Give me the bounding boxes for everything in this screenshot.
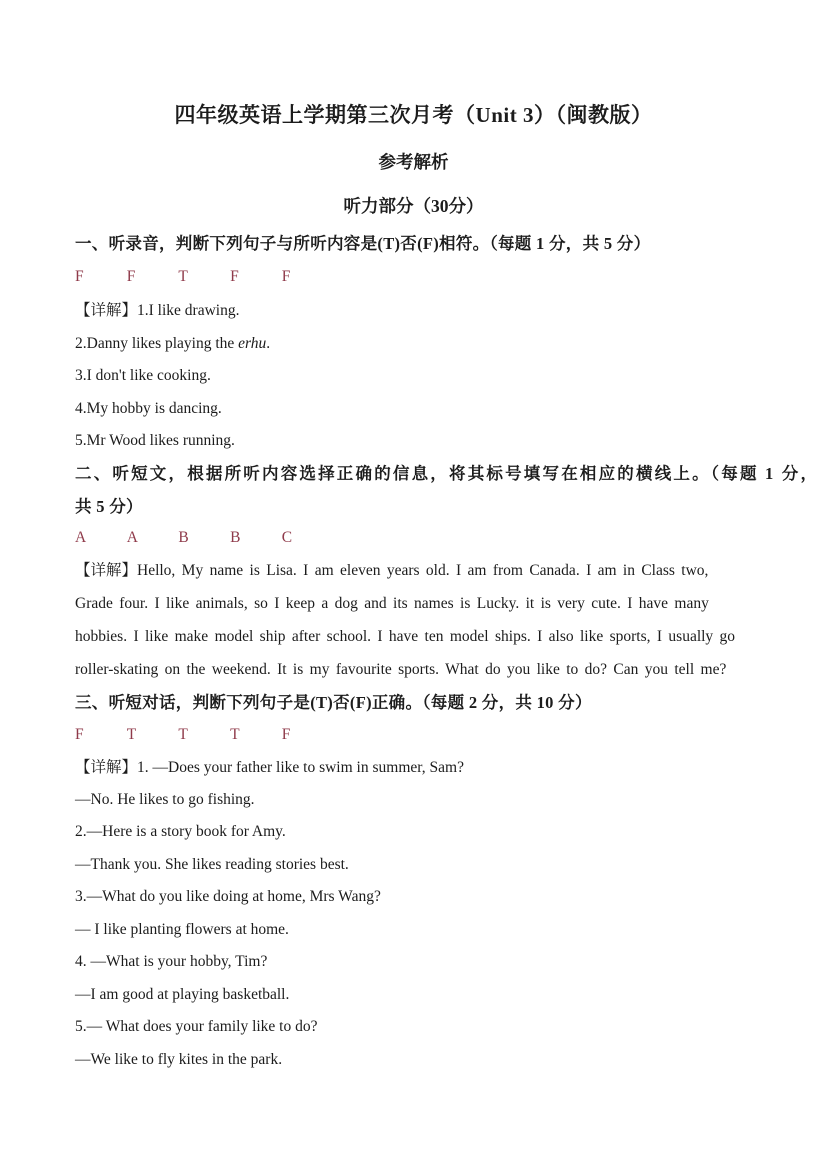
sentence-text: 2.Danny likes playing the [75,335,239,352]
part3-dialogue-line: 【详解】1. —Does your father like to swim in summer, Sam? [75,759,464,776]
part3-dialogue-line: — I like planting flowers at home. [75,921,289,938]
answer-letter: F [75,726,84,743]
answer-letter: F [281,726,291,743]
answer-letter: F [230,268,239,285]
part2-transcript-line: hobbies. I like make model ship after school. I have ten model ships. I also like sports, I usually go [75,628,736,645]
answer-letter: F [75,268,84,285]
part1-heading: 一、听录音，判断下列句子与所听内容是(T)否(F)相符。（每题 1 分，共 5 分） [75,234,651,253]
answer-letter: A [75,529,87,546]
part1-explanation-line [75,335,270,354]
part3-dialogue-line: 4. —What is your hobby, Tim? [75,953,268,970]
part3-heading: 三、听短对话，判断下列句子是(T)否(F)正确。（每题 2 分，共 10 分） [75,693,592,712]
answer-letter: T [126,726,137,743]
answer-letter: F [281,268,291,285]
part2-transcript-line: Grade four. I like animals, so I keep a dog and its names is Lucky. it is very cute. I have many [75,595,709,612]
answer-letter: B [178,529,189,546]
answer-letter: C [281,529,293,546]
listening-section-title: 听力部分（30分） [343,196,484,216]
part1-explanation-line: 5.Mr Wood likes running. [75,432,235,449]
part2-transcript-line: 【详解】Hello, My name is Lisa. I am eleven years old. I am from Canada. I am in Class two, [75,562,709,579]
part2-answer-row [75,529,292,548]
part1-explanation-line: 3.I don't like cooking. [75,367,211,384]
part1-explanation-line: 【详解】1.I like drawing. [75,302,240,319]
part2-heading-line2: 共 5 分） [75,497,143,516]
part3-answer-row [75,726,290,745]
answer-letter: T [178,268,188,285]
part3-dialogue-line: —Thank you. She likes reading stories best. [75,856,349,873]
part3-dialogue-line: 5.— What does your family like to do? [75,1018,318,1035]
italic-term: erhu [238,335,267,352]
answer-letter: A [126,529,138,546]
answer-letter: B [230,529,241,546]
part2-transcript-line: roller-skating on the weekend. It is my favourite sports. What do you like to do? Can you tell me? [75,661,727,678]
part3-dialogue-line: 3.—What do you like doing at home, Mrs Wang? [75,888,381,905]
sentence-text: . [266,335,271,352]
part1-explanation-line: 4.My hobby is dancing. [75,400,222,417]
answer-letter: T [178,726,188,743]
part3-dialogue-line: —No. He likes to go fishing. [75,791,255,808]
part3-dialogue-line: —I am good at playing basketball. [75,986,290,1003]
document-title: 四年级英语上学期第三次月考（Unit 3）（闽教版） [174,103,653,127]
answer-key-subtitle: 参考解析 [378,152,449,172]
part1-answer-row [75,268,290,287]
answer-letter: T [230,726,240,743]
answer-letter: F [126,268,136,285]
part2-heading-line1: 二、听短文，根据所听内容选择正确的信息，将其标号填写在相应的横线上。（每题 1 分， [75,464,820,483]
part3-dialogue-line: 2.—Here is a story book for Amy. [75,823,286,840]
part3-dialogue-line: —We like to fly kites in the park. [75,1051,283,1068]
